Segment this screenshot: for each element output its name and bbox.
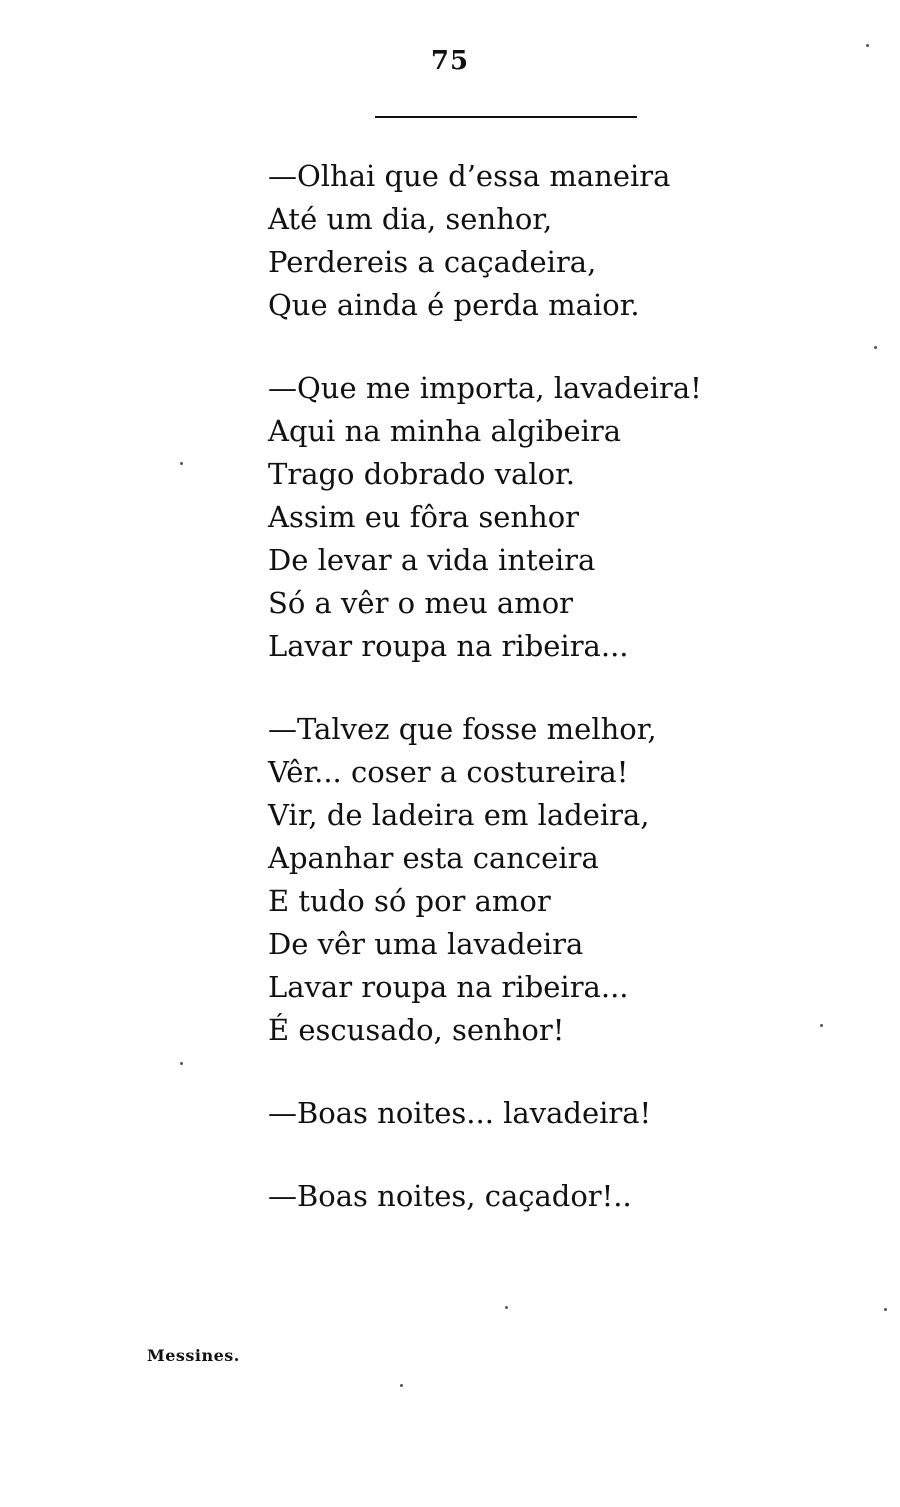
scan-speck	[820, 1024, 823, 1027]
verse-line: E tudo só por amor	[268, 884, 551, 918]
verse-line: —Olhai que d’essa maneira	[268, 159, 671, 193]
verse-line: —Boas noites, caçador!..	[268, 1179, 632, 1213]
verse-line: Só a vêr o meu amor	[268, 586, 574, 620]
stanza	[268, 708, 868, 1052]
verse-line: Apanhar esta canceira	[268, 841, 599, 875]
verse-line: De vêr uma lavadeira	[268, 927, 584, 961]
scan-speck	[874, 346, 877, 349]
verse-line: Lavar roupa na ribeira...	[268, 629, 629, 663]
verse-line: É escusado, senhor!	[268, 1013, 565, 1047]
verse-line: Lavar roupa na ribeira...	[268, 970, 629, 1004]
verse-line: De levar a vida inteira	[268, 543, 596, 577]
verse-line: Vêr... coser a costureira!	[268, 755, 629, 789]
verse-line: Assim eu fôra senhor	[268, 500, 580, 534]
scan-speck	[400, 1384, 403, 1387]
stanza	[268, 1092, 868, 1135]
verse-line: —Boas noites... lavadeira!	[268, 1096, 652, 1130]
stanza	[268, 367, 868, 668]
verse-line: Vir, de ladeira em ladeira,	[268, 798, 650, 832]
scan-speck	[884, 1308, 887, 1311]
scan-speck	[505, 1306, 508, 1309]
verse-line: Até um dia, senhor,	[268, 202, 553, 236]
verse-line: Trago dobrado valor.	[268, 457, 576, 491]
scan-speck	[180, 1062, 183, 1065]
page-number: 75	[430, 46, 470, 76]
verse-line: Que ainda é perda maior.	[268, 288, 640, 322]
header-rule	[375, 116, 637, 118]
stanza	[268, 1175, 868, 1218]
verse-line: —Talvez que fosse melhor,	[268, 712, 657, 746]
poem	[268, 155, 868, 1258]
place-signature: Messines.	[147, 1346, 240, 1365]
verse-line: Perdereis a caçadeira,	[268, 245, 597, 279]
scan-speck	[866, 44, 869, 47]
scan-speck	[180, 462, 183, 465]
stanza	[268, 155, 868, 327]
verse-line: Aqui na minha algibeira	[268, 414, 622, 448]
verse-line: —Que me importa, lavadeira!	[268, 371, 702, 405]
